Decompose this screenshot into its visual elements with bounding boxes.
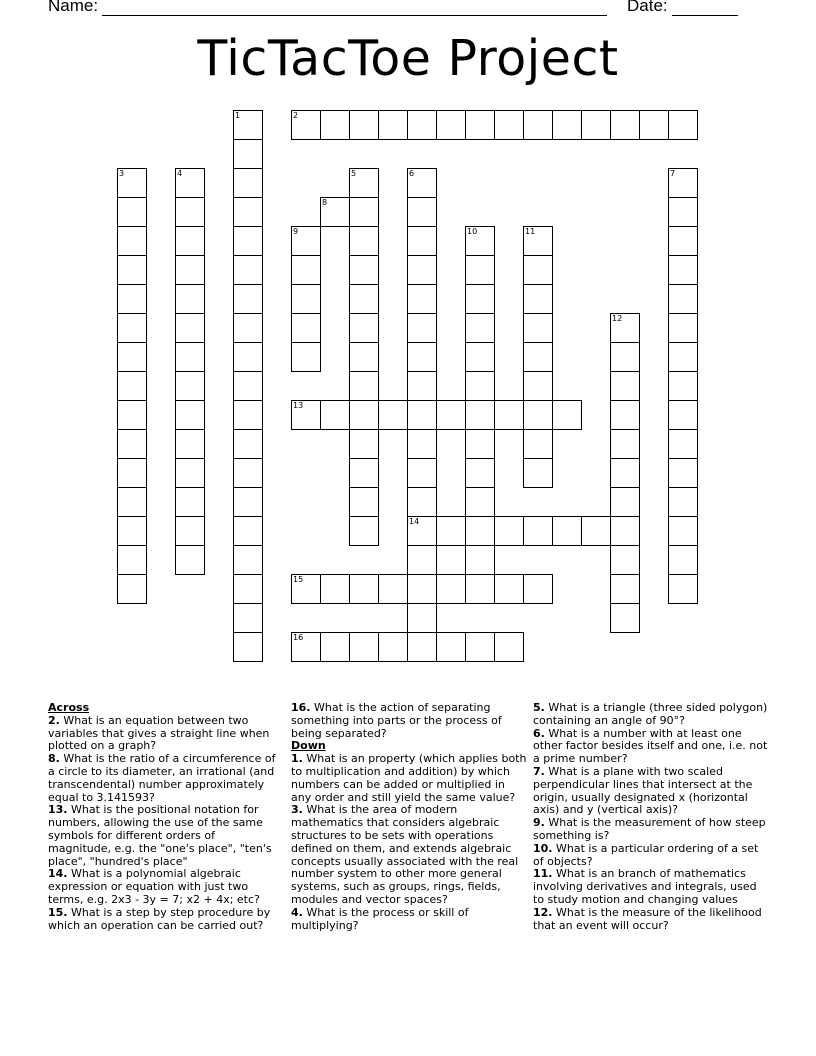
crossword-cell[interactable]	[349, 429, 379, 459]
crossword-cell[interactable]	[668, 284, 698, 314]
crossword-cell[interactable]	[291, 400, 321, 430]
crossword-cell[interactable]	[407, 632, 437, 662]
crossword-cell[interactable]	[668, 487, 698, 517]
crossword-cell[interactable]	[465, 574, 495, 604]
crossword-cell[interactable]	[233, 603, 263, 633]
crossword-cell[interactable]	[349, 197, 379, 227]
crossword-cell[interactable]	[610, 516, 640, 546]
crossword-cell[interactable]	[349, 574, 379, 604]
crossword-cell[interactable]	[407, 226, 437, 256]
crossword-cell[interactable]	[349, 226, 379, 256]
crossword-cell[interactable]	[610, 487, 640, 517]
clue-number: 12	[612, 314, 623, 323]
crossword-cell[interactable]	[668, 110, 698, 140]
crossword-cell[interactable]	[349, 168, 379, 198]
clue-number: 2	[293, 111, 299, 120]
crossword-cell[interactable]	[494, 632, 524, 662]
crossword-cell[interactable]	[349, 458, 379, 488]
crossword-cell[interactable]	[465, 516, 495, 546]
crossword-cell[interactable]	[668, 255, 698, 285]
clue-number: 11	[525, 227, 536, 236]
crossword-cell[interactable]	[349, 632, 379, 662]
crossword-cell[interactable]	[407, 487, 437, 517]
crossword-cell[interactable]	[610, 400, 640, 430]
crossword-cell[interactable]	[117, 168, 147, 198]
clue-across-13: 13. What is the positional notation for numbers, allowing the use of the same symbols for different orders of magnitude, e.g. the "one's place", "ten's place", "hundred's place"	[48, 803, 272, 868]
crossword-cell[interactable]	[494, 110, 524, 140]
clue-number: 15	[293, 575, 304, 584]
crossword-cell[interactable]	[465, 284, 495, 314]
crossword-cell[interactable]	[436, 110, 466, 140]
clue-down-3: 3. What is the area of modern mathematics that considers algebraic structures to be sets with operations defined on them, and extends algebraic concepts usually associated with the real number system to other more general systems, such as groups, rings, fields, modules and vector spaces?	[291, 803, 519, 906]
crossword-cell[interactable]	[320, 400, 350, 430]
crossword-cell[interactable]	[117, 313, 147, 343]
clue-down-1: 1. What is an property (which applies both to multiplication and addition) by which numbers can be added or multiplied in any order and still yield the same value?	[291, 752, 527, 804]
clue-across-8: 8. What is the ratio of a circumference of a circle to its diameter, an irrational (and transcendental) number approximately equal to 3.141593?	[48, 752, 276, 804]
clue-number: 3	[119, 169, 125, 178]
crossword-cell[interactable]	[233, 371, 263, 401]
crossword-cell[interactable]	[291, 226, 321, 256]
clue-column-1	[48, 702, 278, 932]
clue-across-16: 16. What is the action of separating something into parts or the process of being separated?	[291, 701, 502, 740]
crossword-cell[interactable]	[523, 226, 553, 256]
date-label: Date:	[627, 0, 668, 15]
crossword-cell[interactable]	[581, 110, 611, 140]
page-title: TicTacToe Project	[197, 30, 619, 87]
crossword-cell[interactable]	[668, 516, 698, 546]
crossword-cell[interactable]	[523, 313, 553, 343]
across-heading: Across	[48, 701, 90, 714]
crossword-cell[interactable]	[465, 110, 495, 140]
clue-number: 6	[409, 169, 415, 178]
crossword-cell[interactable]	[291, 632, 321, 662]
clue-across-2: 2. What is an equation between two variables that gives a straight line when plotted on a graph?	[48, 713, 270, 753]
crossword-cell[interactable]	[610, 458, 640, 488]
crossword-cell[interactable]	[494, 574, 524, 604]
crossword-cell[interactable]	[523, 458, 553, 488]
crossword-cell[interactable]	[465, 400, 495, 430]
crossword-cell[interactable]	[175, 168, 205, 198]
crossword-cell[interactable]	[233, 429, 263, 459]
crossword-cell[interactable]	[610, 603, 640, 633]
crossword-cell[interactable]	[552, 516, 582, 546]
crossword-cell[interactable]	[233, 487, 263, 517]
crossword-cell[interactable]	[407, 110, 437, 140]
crossword-cell[interactable]	[407, 458, 437, 488]
crossword-cell[interactable]	[668, 429, 698, 459]
crossword-cell[interactable]	[407, 371, 437, 401]
crossword-cell[interactable]	[668, 313, 698, 343]
crossword-cell[interactable]	[523, 110, 553, 140]
crossword-cell[interactable]	[117, 429, 147, 459]
crossword-cell[interactable]	[407, 168, 437, 198]
crossword-cell[interactable]	[465, 226, 495, 256]
crossword-cell[interactable]	[668, 574, 698, 604]
crossword-cell[interactable]	[465, 458, 495, 488]
crossword-cell[interactable]	[523, 429, 553, 459]
crossword-cell[interactable]	[378, 632, 408, 662]
crossword-cell[interactable]	[349, 487, 379, 517]
crossword-cell[interactable]	[668, 197, 698, 227]
crossword-cell[interactable]	[117, 400, 147, 430]
crossword-cell[interactable]	[349, 516, 379, 546]
crossword-cell[interactable]	[610, 313, 640, 343]
crossword-cell[interactable]	[378, 574, 408, 604]
crossword-cell[interactable]	[668, 545, 698, 575]
crossword-cell[interactable]	[407, 516, 437, 546]
crossword-cell[interactable]	[668, 458, 698, 488]
down-heading: Down	[291, 739, 326, 753]
name-label: Name:	[48, 0, 99, 15]
crossword-cell[interactable]	[436, 574, 466, 604]
crossword-cell[interactable]	[349, 400, 379, 430]
crossword-cell[interactable]	[291, 284, 321, 314]
crossword-cell[interactable]	[175, 458, 205, 488]
crossword-cell[interactable]	[407, 429, 437, 459]
clue-down-10: 10. What is a particular ordering of a set of objects?	[533, 841, 759, 868]
crossword-cell[interactable]	[117, 458, 147, 488]
crossword-cell[interactable]	[349, 110, 379, 140]
crossword-cell[interactable]	[233, 574, 263, 604]
crossword-cell[interactable]	[349, 342, 379, 372]
crossword-cell[interactable]	[233, 516, 263, 546]
clue-down-12: 12. What is the measure of the likelihood that an event will occur?	[533, 905, 762, 932]
crossword-cell[interactable]	[175, 197, 205, 227]
crossword-cell[interactable]	[233, 226, 263, 256]
crossword-cell[interactable]	[291, 255, 321, 285]
crossword-cell[interactable]	[523, 516, 553, 546]
clue-number: 5	[351, 169, 357, 178]
crossword-cell[interactable]	[465, 342, 495, 372]
crossword-cell[interactable]	[436, 632, 466, 662]
crossword-cell[interactable]	[291, 342, 321, 372]
crossword-cell[interactable]	[233, 284, 263, 314]
clue-number: 14	[409, 517, 420, 526]
crossword-cell[interactable]	[378, 110, 408, 140]
crossword-cell[interactable]	[668, 400, 698, 430]
crossword-cell[interactable]	[175, 371, 205, 401]
crossword-cell[interactable]	[175, 255, 205, 285]
crossword-cell[interactable]	[175, 545, 205, 575]
crossword-cell[interactable]	[407, 255, 437, 285]
crossword-cell[interactable]	[407, 545, 437, 575]
crossword-cell[interactable]	[407, 284, 437, 314]
crossword-cell[interactable]	[407, 400, 437, 430]
crossword-cell[interactable]	[117, 574, 147, 604]
crossword-cell[interactable]	[349, 371, 379, 401]
clue-down-11: 11. What is an branch of mathematics involving derivatives and integrals, used to study motion and changing values	[533, 867, 757, 906]
crossword-cell[interactable]	[175, 516, 205, 546]
crossword-cell[interactable]	[233, 545, 263, 575]
crossword-cell[interactable]	[465, 487, 495, 517]
crossword-cell[interactable]	[233, 313, 263, 343]
crossword-cell[interactable]	[610, 545, 640, 575]
crossword-cell[interactable]	[465, 255, 495, 285]
crossword-cell[interactable]	[378, 400, 408, 430]
crossword-cell[interactable]	[494, 400, 524, 430]
clue-column-3	[533, 702, 768, 932]
clue-across-14: 14. What is a polynomial algebraic expression or equation with just two terms, e.g. 2x3 - 3y = 7; x2 + 4x; etc?	[48, 867, 260, 906]
crossword-cell[interactable]	[610, 574, 640, 604]
crossword-cell[interactable]	[668, 342, 698, 372]
crossword-cell[interactable]	[117, 284, 147, 314]
crossword-cell[interactable]	[320, 110, 350, 140]
clue-across-15: 15. What is a step by step procedure by which an operation can be carried out?	[48, 905, 271, 932]
crossword-cell[interactable]	[465, 632, 495, 662]
crossword-cell[interactable]	[320, 197, 350, 227]
crossword-cell[interactable]	[233, 197, 263, 227]
crossword-cell[interactable]	[233, 168, 263, 198]
crossword-cell[interactable]	[668, 168, 698, 198]
crossword-cell[interactable]	[610, 429, 640, 459]
clue-number: 13	[293, 401, 304, 410]
crossword-cell[interactable]	[668, 371, 698, 401]
clue-number: 9	[293, 227, 299, 236]
crossword-cell[interactable]	[523, 255, 553, 285]
clue-down-5: 5. What is a triangle (three sided polygon) containing an angle of 90°?	[533, 701, 768, 727]
clue-number: 1	[235, 111, 241, 120]
crossword-cell[interactable]	[175, 226, 205, 256]
crossword-cell[interactable]	[233, 632, 263, 662]
crossword-cell[interactable]	[175, 400, 205, 430]
crossword-cell[interactable]	[407, 342, 437, 372]
clue-down-9: 9. What is the measurement of how steep something is?	[533, 816, 766, 842]
crossword-cell[interactable]	[523, 342, 553, 372]
clue-number: 4	[177, 169, 183, 178]
clue-down-4: 4. What is the process or skill of multiplying?	[291, 905, 469, 932]
crossword-cell[interactable]	[320, 632, 350, 662]
crossword-cell[interactable]	[407, 574, 437, 604]
crossword-cell[interactable]	[610, 371, 640, 401]
clue-number: 7	[670, 169, 676, 178]
crossword-cell[interactable]	[117, 516, 147, 546]
clue-number: 16	[293, 633, 304, 642]
crossword-cell[interactable]	[117, 226, 147, 256]
crossword-cell[interactable]	[581, 516, 611, 546]
crossword-cell[interactable]	[291, 313, 321, 343]
crossword-cell[interactable]	[465, 429, 495, 459]
crossword-cell[interactable]	[465, 371, 495, 401]
crossword-cell[interactable]	[117, 545, 147, 575]
crossword-cell[interactable]	[117, 342, 147, 372]
crossword-cell[interactable]	[610, 342, 640, 372]
crossword-cell[interactable]	[523, 284, 553, 314]
crossword-cell[interactable]	[494, 516, 524, 546]
crossword-cell[interactable]	[233, 400, 263, 430]
clue-number: 8	[322, 198, 328, 207]
crossword-cell[interactable]	[175, 284, 205, 314]
crossword-cell[interactable]	[610, 110, 640, 140]
clue-column-2	[291, 702, 527, 932]
crossword-cell[interactable]	[291, 110, 321, 140]
crossword-cell[interactable]	[175, 313, 205, 343]
crossword-cell[interactable]	[407, 197, 437, 227]
crossword-cell[interactable]	[465, 545, 495, 575]
crossword-cell[interactable]	[349, 284, 379, 314]
crossword-cell[interactable]	[407, 313, 437, 343]
clue-down-7: 7. What is a plane with two scaled perpendicular lines that intersect at the origin, usually designated x (horizontal axis) and y (vertical axis)?	[533, 764, 753, 817]
crossword-cell[interactable]	[291, 574, 321, 604]
crossword-cell[interactable]	[233, 139, 263, 169]
crossword-cell[interactable]	[436, 516, 466, 546]
crossword-cell[interactable]	[117, 255, 147, 285]
crossword-cell[interactable]	[552, 400, 582, 430]
crossword-cell[interactable]	[233, 458, 263, 488]
crossword-cell[interactable]	[523, 400, 553, 430]
crossword-cell[interactable]	[117, 487, 147, 517]
crossword-cell[interactable]	[233, 255, 263, 285]
crossword-cell[interactable]	[320, 574, 350, 604]
crossword-cell[interactable]	[175, 487, 205, 517]
crossword-cell[interactable]	[233, 110, 263, 140]
crossword-cell[interactable]	[117, 371, 147, 401]
crossword-cell[interactable]	[552, 110, 582, 140]
crossword-cell[interactable]	[436, 400, 466, 430]
crossword-cell[interactable]	[668, 226, 698, 256]
clue-down-6: 6. What is a number with at least one other factor besides itself and one, i.e. not a prime number?	[533, 726, 768, 766]
crossword-cell[interactable]	[349, 313, 379, 343]
crossword-cell[interactable]	[639, 110, 669, 140]
crossword-cell[interactable]	[465, 313, 495, 343]
crossword-cell[interactable]	[175, 342, 205, 372]
crossword-cell[interactable]	[523, 371, 553, 401]
crossword-cell[interactable]	[233, 342, 263, 372]
crossword-cell[interactable]	[175, 429, 205, 459]
clue-number: 10	[467, 227, 478, 236]
crossword-cell[interactable]	[407, 603, 437, 633]
crossword-cell[interactable]	[117, 197, 147, 227]
crossword-cell[interactable]	[349, 255, 379, 285]
crossword-cell[interactable]	[523, 574, 553, 604]
